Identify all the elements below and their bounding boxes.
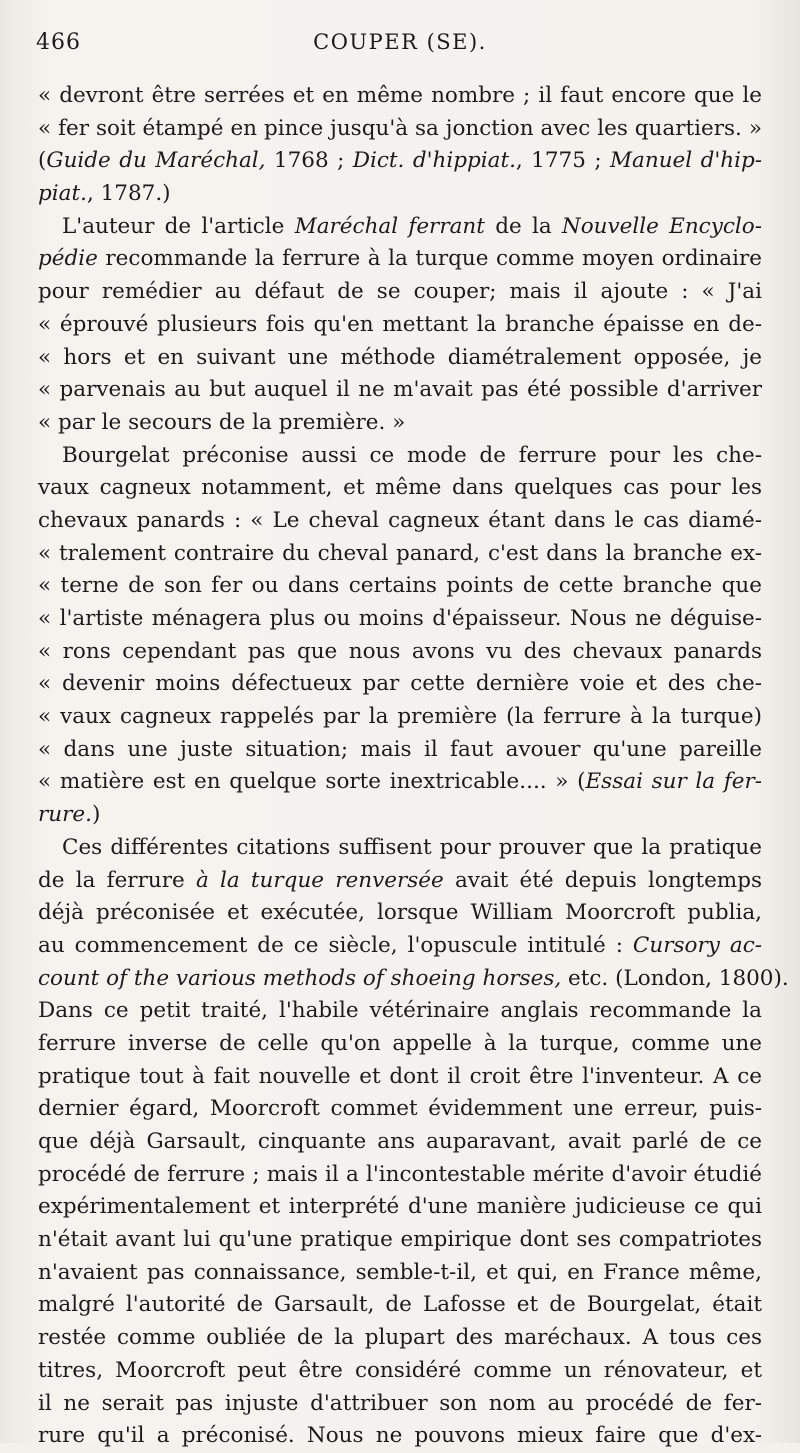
text-segment: pratique tout à fait nouvelle et dont il croit être l'inventeur. A ce: [38, 1063, 762, 1089]
text-line: [38, 734, 762, 767]
text-segment: ferrure inverse de celle qu'on appelle à la turque, comme une: [38, 1030, 762, 1056]
text-line: [38, 211, 762, 244]
text-line: [38, 995, 762, 1028]
text-line: [38, 472, 762, 505]
text-line: [38, 1388, 762, 1421]
text-line: [38, 799, 762, 832]
italic-text: Nouvelle Encyclo-: [561, 213, 762, 239]
italic-text: Dict. d'hippiat.: [352, 148, 516, 174]
text-segment: « hors et en suivant une méthode diamétralement opposée, je: [38, 344, 762, 370]
text-segment: « devront être serrées et en même nombre ; il faut encore que le: [38, 83, 762, 108]
text-segment: chevaux panards : « Le cheval cagneux étant dans le cas diamé-: [38, 507, 762, 533]
text-segment: Bourgelat préconise aussi ce mode de ferrure pour les che-: [62, 442, 762, 468]
text-segment: (: [38, 148, 47, 174]
text-segment: 1768 ;: [265, 148, 353, 174]
italic-text: Essai sur la fer-: [585, 769, 762, 795]
text-line: [38, 570, 762, 603]
text-segment: ): [91, 802, 101, 828]
text-segment: recommande la ferrure à la turque comme moyen ordinaire: [97, 246, 762, 272]
text-line: [38, 668, 762, 701]
text-line: [38, 1289, 762, 1322]
text-line: [38, 440, 762, 473]
text-line: [38, 276, 762, 309]
text-segment: n'était avant lui qu'une pratique empirique dont ses compatriotes: [38, 1227, 762, 1253]
text-segment: au commencement de ce siècle, l'opuscule intitulé :: [38, 932, 633, 958]
text-segment: « vaux cagneux rappelés par la première (la ferrure à la turque): [38, 704, 762, 730]
text-segment: Dans ce petit traité, l'habile vétérinaire anglais recommande la: [38, 998, 762, 1024]
text-segment: , 1775 ;: [515, 148, 611, 174]
text-segment: « tralement contraire du cheval panard, c'est dans la branche ex-: [38, 540, 762, 566]
text-line: [38, 407, 762, 440]
text-line: [38, 178, 762, 211]
body-text: [38, 80, 789, 1453]
text-segment: « parvenais au but auquel il ne m'avait pas été possible d'arriver: [38, 377, 762, 403]
text-line: [38, 1355, 762, 1388]
text-line: [38, 113, 762, 146]
text-segment: expérimentalement et interprété d'une manière judicieuse ce qui: [38, 1194, 762, 1220]
text-segment: , 1787.): [86, 181, 171, 207]
text-line: [38, 1257, 762, 1290]
text-line: [38, 145, 762, 178]
text-segment: dernier égard, Moorcroft commet évidemment une erreur, puis-: [38, 1096, 762, 1122]
italic-text: pédie: [38, 246, 98, 272]
text-segment: vaux cagneux notamment, et même dans quelques cas pour les: [38, 475, 762, 501]
italic-text: Manuel d'hip-: [610, 148, 762, 174]
text-segment: « devenir moins défectueux par cette dernière voie et des che-: [38, 671, 762, 697]
italic-text: à la turque renversée: [195, 867, 444, 893]
text-segment: etc. (London, 1800).: [561, 965, 789, 991]
text-segment: « éprouvé plusieurs fois qu'en mettant la branche épaisse en de-: [38, 311, 762, 337]
italic-text: Maréchal ferrant: [294, 213, 485, 239]
text-segment: malgré l'autorité de Garsault, de Lafosse et de Bourgelat, était: [38, 1292, 762, 1318]
text-segment: restée comme oubliée de la plupart des maréchaux. A tous ces: [38, 1325, 762, 1351]
text-line: [38, 1028, 762, 1061]
text-segment: « par le secours de la première. »: [38, 409, 406, 435]
page-number: 466: [36, 30, 81, 55]
text-line: [38, 897, 762, 930]
text-line: [38, 1224, 762, 1257]
text-segment: « matière est en quelque sorte inextricable.... » (: [38, 769, 586, 795]
text-segment: « l'artiste ménagera plus ou moins d'épaisseur. Nous ne déguise-: [38, 606, 762, 631]
text-segment: il ne serait pas injuste d'attribuer son nom au procédé de fer-: [38, 1390, 762, 1416]
text-line: [38, 1093, 762, 1126]
text-segment: de la: [484, 213, 562, 239]
text-line: [38, 701, 762, 734]
text-line: [38, 1191, 762, 1224]
text-line: [38, 865, 762, 898]
text-line: [38, 1322, 762, 1355]
text-segment: n'avaient pas connaissance, semble-t-il, et qui, en France même,: [38, 1259, 762, 1285]
text-segment: « dans une juste situation; mais il faut avouer qu'une pareille: [38, 736, 762, 762]
text-line: [38, 1159, 762, 1192]
italic-text: piat.: [38, 181, 87, 207]
text-segment: « terne de son fer ou dans certains points de cette branche que: [38, 573, 762, 599]
text-segment: que déjà Garsault, cinquante ans auparavant, avait parlé de ce: [38, 1129, 762, 1154]
text-line: [38, 243, 762, 276]
text-line: [38, 930, 762, 963]
text-line: [38, 309, 762, 342]
text-line: [38, 1126, 762, 1159]
text-segment: Ces différentes citations suffisent pour prouver que la pratique: [62, 834, 762, 860]
text-line: [38, 1061, 762, 1094]
italic-text: Cursory ac-: [632, 932, 762, 958]
text-segment: « fer soit étampé en pince jusqu'à sa jonction avec les quartiers. »: [38, 115, 762, 141]
text-line: [38, 342, 762, 375]
text-segment: titres, Moorcroft peut être considéré comme un rénovateur, et: [38, 1357, 762, 1383]
text-line: [38, 603, 762, 636]
text-line: [38, 832, 762, 865]
text-segment: L'auteur de l'article: [62, 213, 295, 239]
italic-text: rure.: [38, 802, 92, 828]
text-line: [38, 963, 789, 996]
text-segment: pour remédier au défaut de se couper; mais il ajoute : « J'ai: [38, 279, 762, 305]
text-segment: « rons cependant pas que nous avons vu des chevaux panards: [38, 638, 762, 664]
text-segment: déjà préconisée et exécutée, lorsque William Moorcroft publia,: [38, 900, 762, 926]
running-head: COUPER (SE).: [313, 30, 487, 54]
text-line: [38, 636, 762, 669]
page-header: [36, 24, 764, 64]
text-segment: procédé de ferrure ; mais il a l'incontestable mérite d'avoir étudié: [38, 1161, 762, 1187]
text-line: [38, 766, 762, 799]
text-line: [38, 538, 762, 571]
italic-text: count of the various methods of shoeing horses,: [38, 965, 562, 991]
text-segment: avait été depuis longtemps: [443, 867, 762, 893]
text-line: [38, 374, 762, 407]
text-segment: de la ferrure: [38, 867, 196, 893]
text-line: [38, 80, 762, 113]
text-segment: rure qu'il a préconisé. Nous ne pouvons mieux faire que d'ex-: [38, 1423, 762, 1449]
text-line: [38, 505, 762, 538]
italic-text: Guide du Maréchal,: [46, 148, 266, 174]
text-line: [38, 1420, 762, 1453]
